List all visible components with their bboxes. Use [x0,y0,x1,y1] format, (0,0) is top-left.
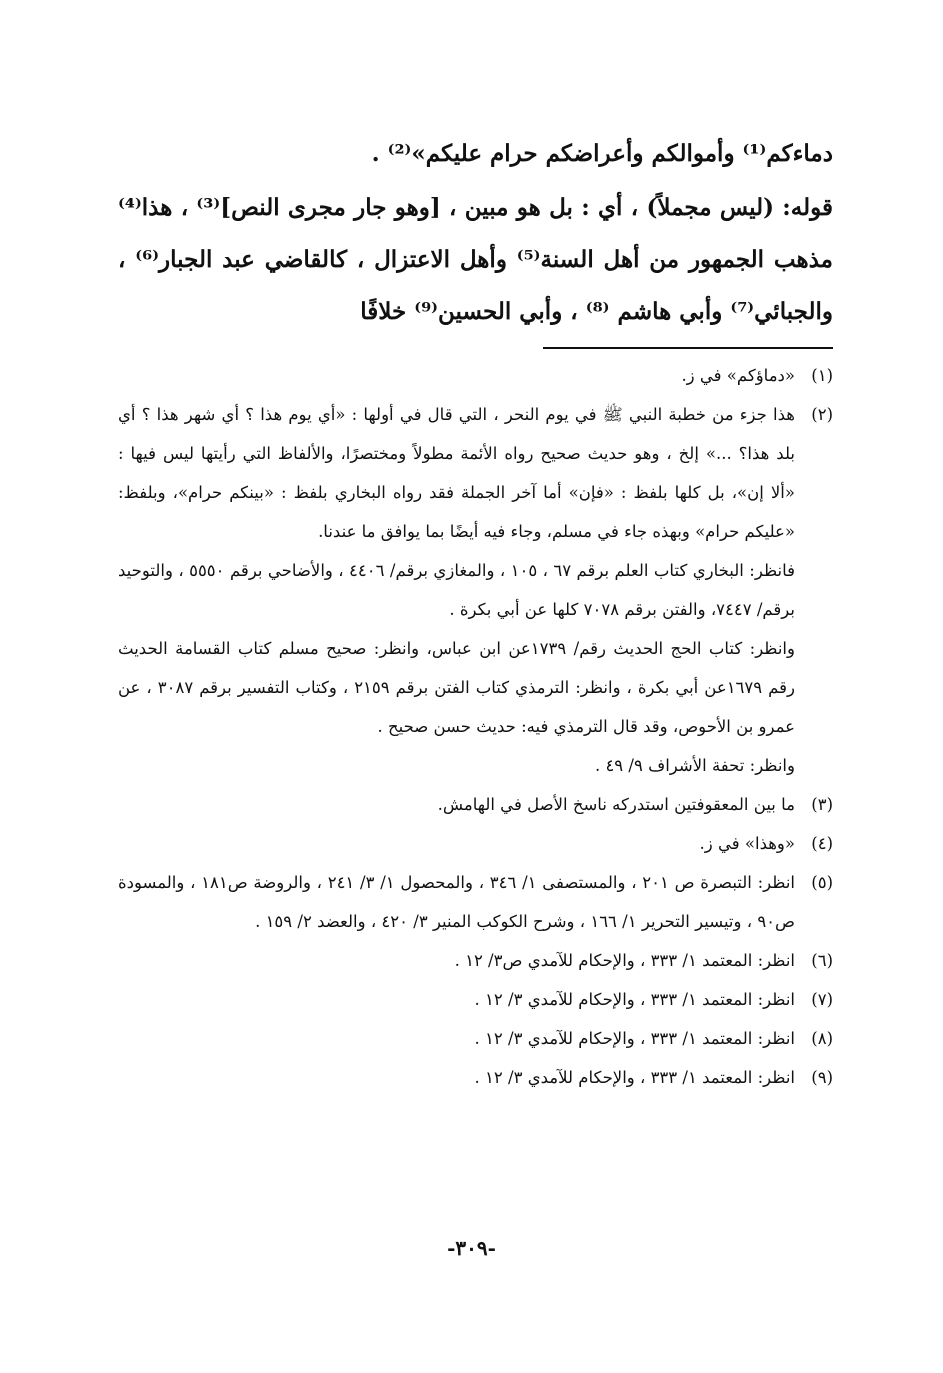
main-paragraph-2: قوله: (ليس مجملاً) ، أي : بل هو مبين ، [وهو جار مجرى النص]⁽³⁾ ، هذا⁽⁴⁾ مذهب الجمهور من أهل السنة⁽⁵⁾ وأهل الاعتزال ، كالقاضي عبد الجبار⁽⁶⁾ ، والجبائي⁽⁷⁾ وأبي هاشم ⁽⁸⁾ ، وأبي الحسين⁽⁹⁾ خلافًا [118,194,834,325]
footnote-number: (٤) [811,834,833,853]
footnote-text: «وهذا» في ز. [699,834,795,853]
page-number: -٣٠٩- [447,1236,496,1260]
footnote-body [118,356,795,395]
footnote-separator [543,347,833,349]
footnote-7 [118,980,833,1019]
footnote-body [118,1019,795,1058]
footnote-text: انظر: المعتمد ١/ ٣٣٣ ، والإحكام للآمدي ٣/ ١٢ . [474,1029,795,1048]
footnote-body [118,785,795,824]
footnote-body [118,941,795,980]
footnote-number: (٧) [811,990,833,1009]
footnote-1 [118,356,833,395]
footnote-9 [118,1058,833,1097]
footnote-text: هذا جزء من خطبة النبي ﷺ في يوم النحر ، التي قال في أولها : «أي يوم هذا ؟ أي شهر هذا ؟ أي بلد هذا؟ ...» إلخ ، وهو حديث صحيح رواه الأئمة مطولاً ومختصرًا، والألفاظ التي رأيتها ليس فيها : «ألا إن»، بل كلها بلفظ : «فإن» أما آخر الجملة فقد رواه البخاري بلفظ : «بينكم حرام»، وبلفظ: «عليكم حرام» وبهذه جاء في مسلم، وجاء فيه أيضًا بما يوافق ما عندنا. [118,405,795,541]
footnote-3 [118,785,833,824]
footnote-text: انظر: المعتمد ١/ ٣٣٣ ، والإحكام للآمدي ص٣/ ١٢ . [454,951,795,970]
footnote-8 [118,1019,833,1058]
footnote-text: انظر: المعتمد ١/ ٣٣٣ ، والإحكام للآمدي ٣/ ١٢ . [474,990,795,1009]
footnote-6 [118,941,833,980]
footnote-text: وانظر: كتاب الحج الحديث رقم/ ١٧٣٩عن ابن عباس، وانظر: صحيح مسلم كتاب القسامة الحديث رقم ١٦٧٩عن أبي بكرة ، وانظر: الترمذي كتاب الفتن برقم ٢١٥٩ ، وكتاب التفسير برقم ٣٠٨٧ ، عن عمرو بن الأحوص، وقد قال الترمذي فيه: حديث حسن صحيح . [118,639,795,736]
footnote-4 [118,824,833,863]
footnote-body [118,980,795,1019]
footnote-body [118,395,795,785]
footnote-text: وانظر: تحفة الأشراف ٩/ ٤٩ . [594,756,795,775]
footnote-2 [118,395,833,785]
footnote-number: (١) [811,366,833,385]
footnote-number: (٩) [811,1068,833,1087]
footnote-number: (٥) [811,873,833,892]
main-paragraph-1: دماءكم⁽¹⁾ وأموالكم وأعراضكم حرام عليكم»⁽²⁾ . [371,140,833,167]
footnote-text: ما بين المعقوفتين استدركه ناسخ الأصل في الهامش. [437,795,795,814]
footnote-text: انظر: المعتمد ١/ ٣٣٣ ، والإحكام للآمدي ٣/ ١٢ . [474,1068,795,1087]
footnote-text: فانظر: البخاري كتاب العلم برقم ٦٧ ، ١٠٥ ، والمغازي برقم/ ٤٤٠٦ ، والأضاحي برقم ٥٥٥٠ ، والتوحيد برقم/ ٧٤٤٧، والفتن برقم ٧٠٧٨ كلها عن أبي بكرة . [118,561,795,619]
main-text [118,128,833,338]
footnote-body [118,1058,795,1097]
footnote-body [118,863,795,941]
footnote-number: (٦) [811,951,833,970]
footnotes [118,356,833,1097]
footnote-5 [118,863,833,941]
footnote-number: (٨) [811,1029,833,1048]
footnote-body [118,824,795,863]
footnote-text: «دماؤكم» في ز. [681,366,795,385]
footnote-number: (٢) [811,405,833,424]
footnote-number: (٣) [811,795,833,814]
footnote-text: انظر: التبصرة ص ٢٠١ ، والمستصفى ١/ ٣٤٦ ، والمحصول ١/ ٣/ ٢٤١ ، والروضة ص١٨١ ، والمسودة ص٩٠ ، وتيسير التحرير ١/ ١٦٦ ، وشرح الكوكب المنير ٣/ ٤٢٠ ، والعضد ٢/ ١٥٩ . [118,873,795,931]
